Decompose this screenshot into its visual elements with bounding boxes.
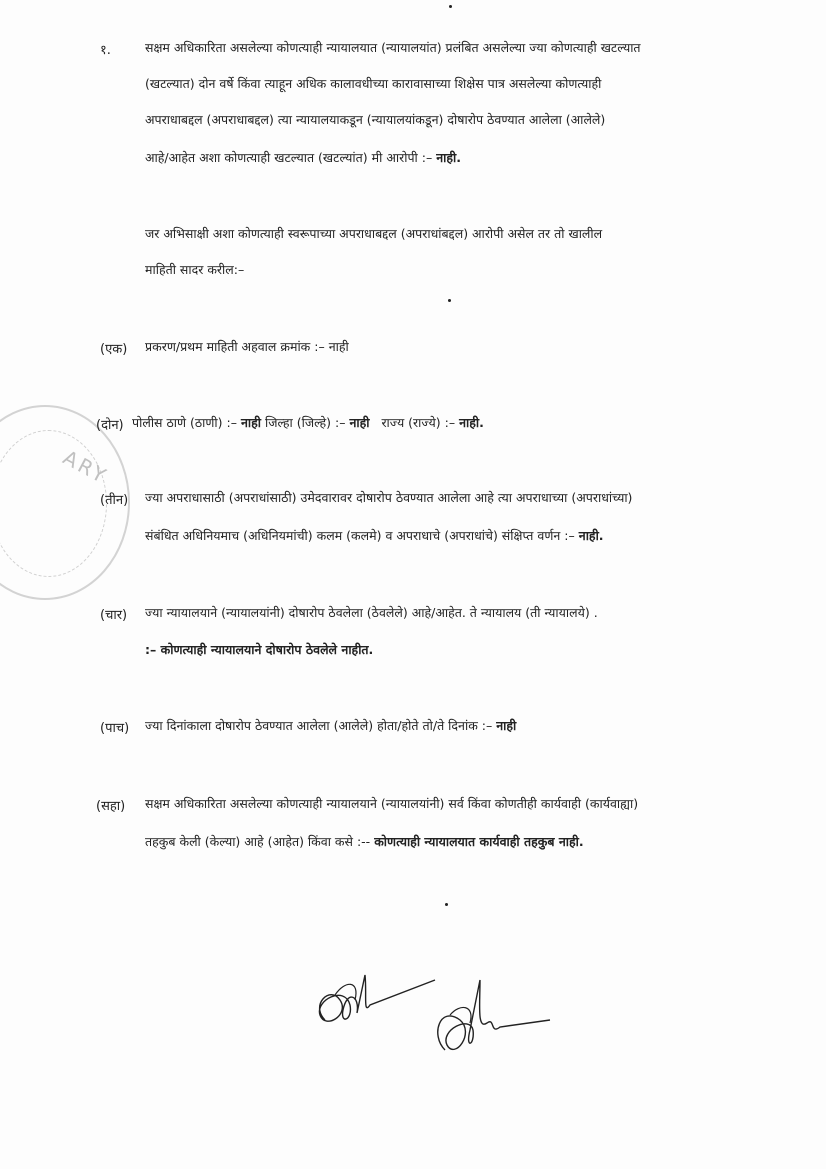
notary-seal-text: ARY	[59, 445, 113, 489]
para-1-line-3: अपराधाबद्दल (अपराधाबद्दल) त्या न्यायालयाकडून (न्यायालयांकडून) दोषारोप ठेवण्यात आलेला (आलेले)	[145, 112, 606, 127]
police-station-answer: नाही	[240, 415, 261, 430]
intro-line-1: जर अभिसाक्षी अशा कोणत्याही स्वरूपाच्या अपराधाबद्दल (अपराधांबद्दल) आरोपी असेल तर तो खालील	[145, 226, 603, 241]
item-6-line-2	[145, 834, 584, 850]
signature-1	[305, 965, 445, 1045]
stray-dot	[449, 5, 452, 8]
item-1-label: (एक)	[100, 342, 128, 357]
item-6-label: (सहा)	[96, 799, 126, 814]
item-5-label: (पाच)	[100, 721, 130, 736]
para-1-number: १.	[100, 43, 111, 58]
intro-line-2: माहिती सादर करील:–	[145, 262, 245, 277]
state-answer: नाही.	[459, 415, 484, 430]
para-1-line-4	[145, 150, 461, 166]
item-3-answer: नाही.	[578, 528, 604, 543]
item-5-text	[145, 718, 516, 734]
item-4-line-1: ज्या न्यायालयाने (न्यायालयांनी) दोषारोप ठेवलेला (ठेवलेले) आहे/आहेत. ते न्यायालय (ती न्यायालये) .	[145, 605, 598, 620]
item-2-text	[132, 415, 484, 431]
stray-dot	[445, 903, 448, 906]
item-2-label: (दोन)	[96, 418, 124, 433]
para-1-line-2: (खटल्यात) दोन वर्षे किंवा त्याहून अधिक कालावधीच्या कारावासाच्या शिक्षेस पात्र असलेल्या कोणत्याही	[145, 76, 602, 91]
item-6-line-2-text: तहकुब केली (केल्या) आहे (आहेत) किंवा कसे :--	[145, 834, 371, 849]
item-5-question: ज्या दिनांकाला दोषारोप ठेवण्यात आलेला (आलेले) होता/होते तो/ते दिनांक :–	[145, 718, 493, 733]
district-answer: नाही	[349, 415, 370, 430]
item-3-label: (तीन)	[100, 493, 129, 508]
district-label: जिल्हा (जिल्हे) :–	[264, 415, 346, 430]
stray-dot	[448, 299, 451, 302]
item-3-line-2-text: संबंधित अधिनियमाच (अधिनियमांची) कलम (कलमे) व अपराधाचे (अपराधांचे) संक्षिप्त वर्णन :–	[145, 528, 575, 543]
item-4-answer: :– कोणत्याही न्यायालयाने दोषारोप ठेवलेले नाहीत.	[145, 642, 374, 657]
item-6-answer: कोणत्याही न्यायालयात कार्यवाही तहकुब नाही.	[374, 834, 584, 849]
item-4-label: (चार)	[100, 608, 128, 623]
para-1-line-4-text: आहे/आहेत अशा कोणत्याही खटल्यात (खटल्यांत) मी आरोपी :–	[145, 150, 433, 165]
para-1-line-1: सक्षम अधिकारिता असलेल्या कोणत्याही न्यायालयात (न्यायालयांत) प्रलंबित असलेल्या ज्या कोणत्याही खटल्यात	[145, 40, 641, 55]
state-label: राज्य (राज्ये) :–	[381, 415, 456, 430]
item-3-line-1: ज्या अपराधासाठी (अपराधांसाठी) उमेदवारावर दोषारोप ठेवण्यात आलेला आहे त्या अपराधाच्या (अपराधांच्या)	[145, 490, 633, 505]
item-1-text: प्रकरण/प्रथम माहिती अहवाल क्रमांक :– नाही	[145, 339, 349, 354]
para-1-answer: नाही.	[436, 150, 462, 165]
item-5-answer: नाही	[496, 718, 517, 733]
item-3-line-2	[145, 528, 604, 544]
item-6-line-1: सक्षम अधिकारिता असलेल्या कोणत्याही न्यायालयाने (न्यायालयांनी) सर्व किंवा कोणतीही कार्यवाही (कार्यवाह्या)	[145, 796, 639, 811]
police-station-label: पोलीस ठाणे (ठाणी) :–	[132, 415, 237, 430]
signature-2	[425, 975, 555, 1070]
